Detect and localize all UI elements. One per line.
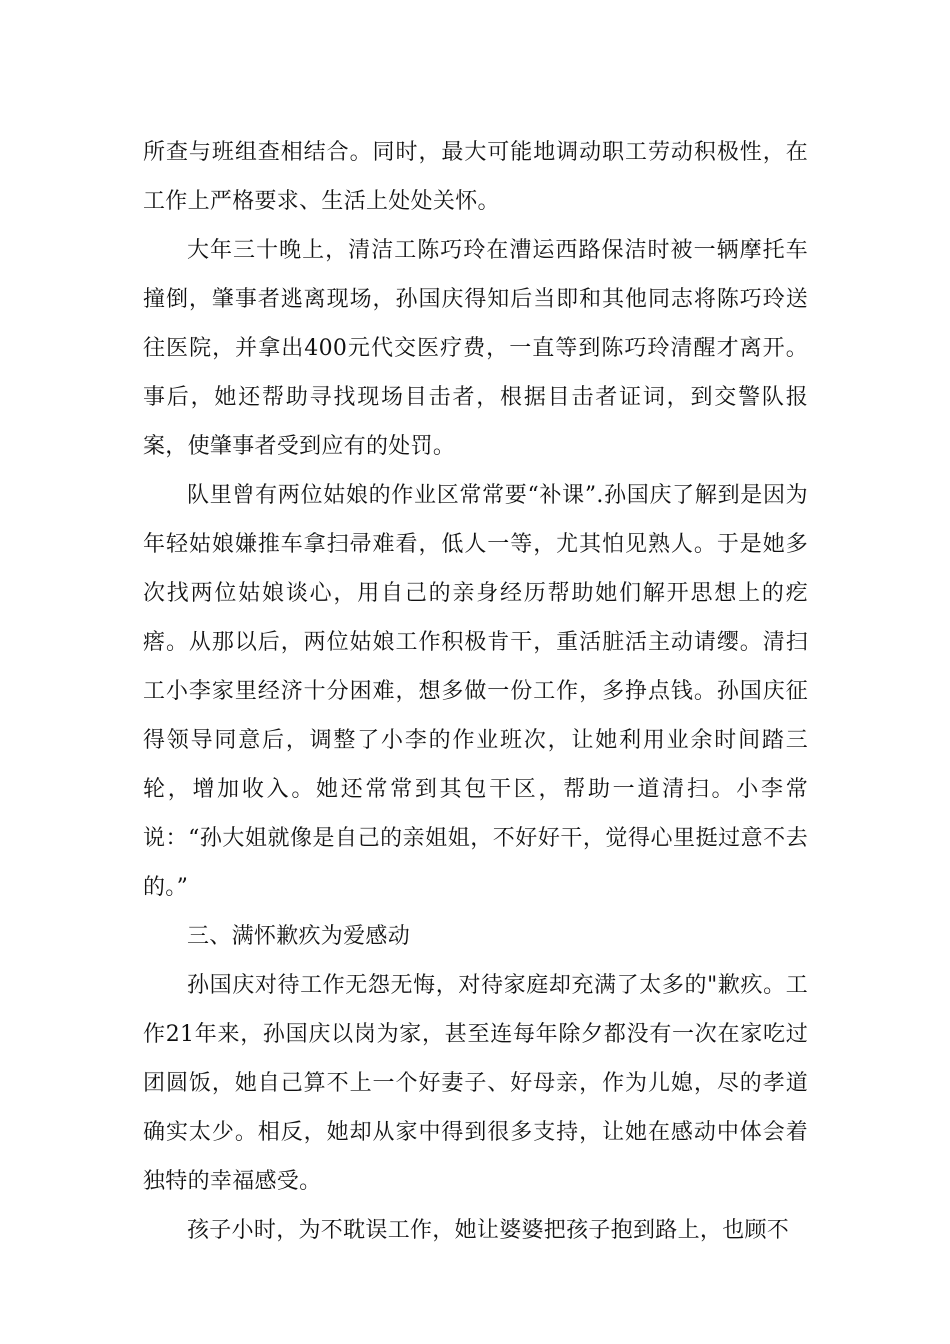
section-heading: 三、满怀歉疚为爱感动 bbox=[187, 924, 411, 949]
paragraph-child: 孩子小时，为不耽误工作，她让婆婆把孩子抱到路上，也顾不 bbox=[187, 1218, 790, 1243]
document-body bbox=[143, 128, 808, 1255]
paragraph-family-guilt: 孙国庆对待工作无怨无悔，对待家庭却充满了太多的"歉疚。工作21年来，孙国庆以岗为家，甚至连每年除夕都没有一次在家吃过团圆饭，她自己算不上一个好妻子、好母亲，作为儿媳，尽的孝道确实太少。相反，她却从家中得到很多支持，让她在感动中体会着独特的幸福感受。 bbox=[143, 973, 808, 1194]
paragraph-accident-story: 大年三十晚上，清洁工陈巧玲在漕运西路保洁时被一辆摩托车撞倒，肇事者逃离现场，孙国庆得知后当即和其他同志将陈巧玲送往医院，并拿出400元代交医疗费，一直等到陈巧玲清醒才离开。事后，她还帮助寻找现场目击者，根据目击者证词，到交警队报案，使肇事者受到应有的处罚。 bbox=[143, 238, 808, 459]
paragraph-continuation: 所查与班组查相结合。同时，最大可能地调动职工劳动积极性，在工作上严格要求、生活上处处关怀。 bbox=[143, 140, 808, 214]
paragraph-two-girls: 队里曾有两位姑娘的作业区常常要“补课”.孙国庆了解到是因为年轻姑娘嫌推车拿扫帚难看，低人一等，尤其怕见熟人。于是她多次找两位姑娘谈心，用自己的亲身经历帮助她们解开思想上的疙瘩。从那以后，两位姑娘工作积极肯干，重活脏活主动请缨。清扫工小李家里经济十分困难，想多做一份工作，多挣点钱。孙国庆征得领导同意后，调整了小李的作业班次，让她利用业余时间踏三轮，增加收入。她还常常到其包干区，帮助一道清扫。小李常说：“孙大姐就像是自己的亲姐姐，不好好干，觉得心里挺过意不去的。” bbox=[143, 483, 808, 900]
